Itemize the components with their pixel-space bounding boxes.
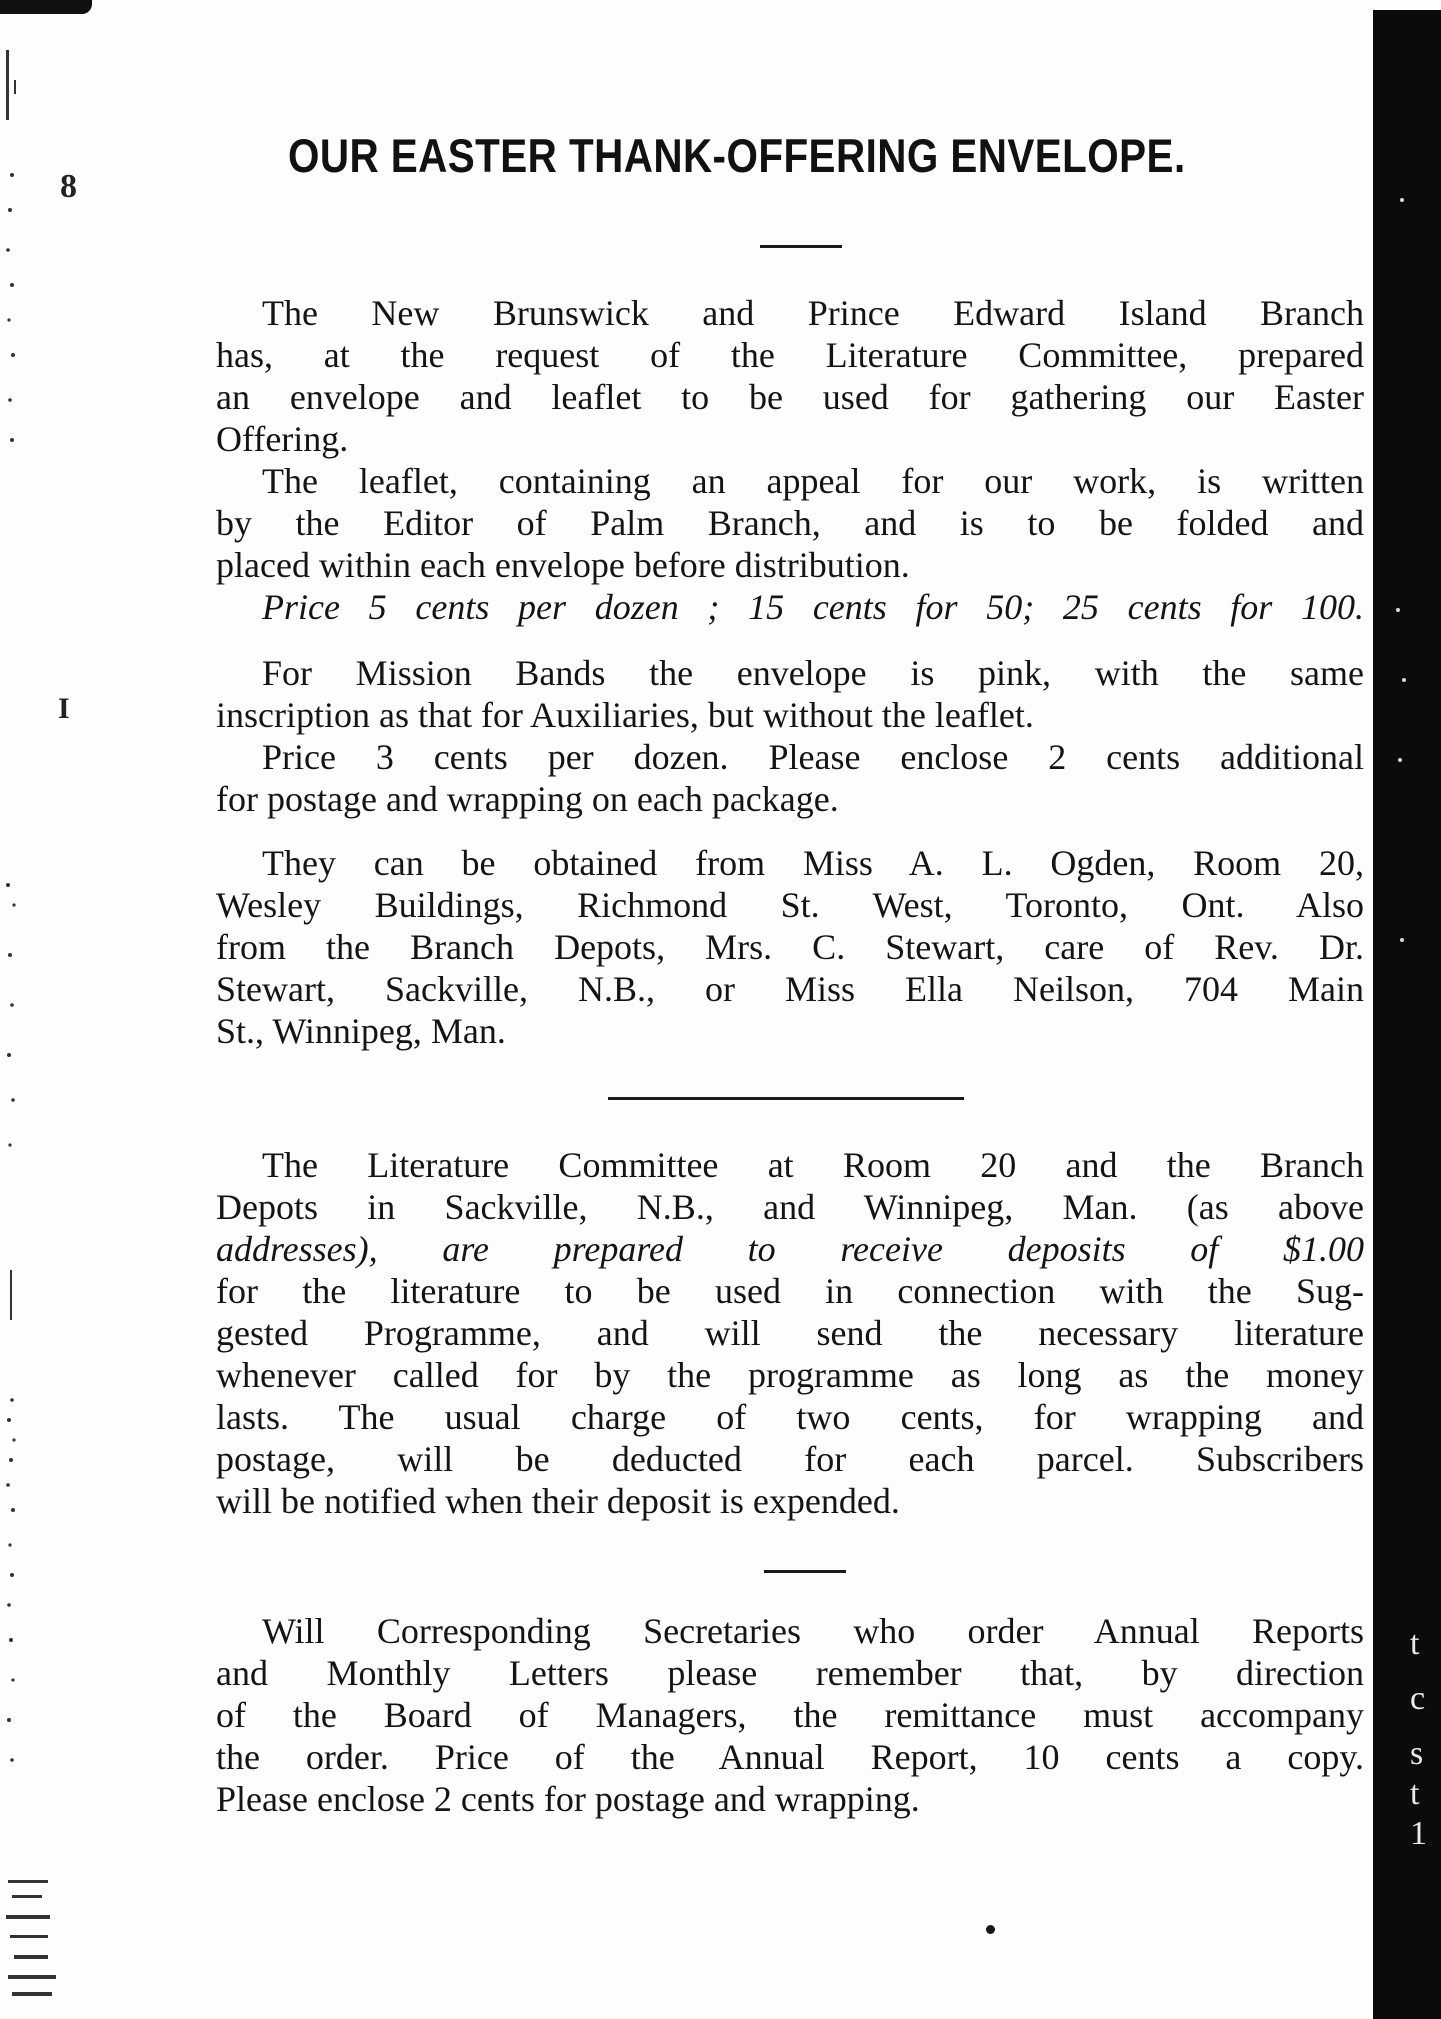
paragraph-2 [216, 460, 1364, 628]
edge-letter: t [1410, 1775, 1420, 1812]
text-line: for the literature to be used in connection with the Sug- [216, 1271, 1364, 1311]
text-line: Wesley Buildings, Richmond St. West, Toronto, Ont. Also [216, 885, 1364, 925]
text-line: Stewart, Sackville, N.B., or Miss Ella Neilson, 704 Main [216, 969, 1364, 1009]
text-line: Depots in Sackville, N.B., and Winnipeg, Man. (as above [216, 1187, 1364, 1227]
edge-letter: c [1410, 1680, 1426, 1717]
paragraph-5 [216, 1144, 1364, 1522]
short-rule [760, 245, 842, 248]
paragraph-1 [216, 292, 1364, 460]
text-line: The leaflet, containing an appeal for our work, is written [262, 461, 1364, 501]
text-line: For Mission Bands the envelope is pink, with the same [262, 653, 1364, 693]
margin-mark-mid: I [58, 692, 70, 725]
text-line: Will Corresponding Secretaries who order Annual Reports [262, 1611, 1364, 1651]
left-margin-specks [0, 0, 100, 2019]
ink-dot [986, 1925, 995, 1934]
text-line: will be notified when their deposit is expended. [216, 1481, 900, 1521]
text-line: gested Programme, and will send the necessary literature [216, 1313, 1364, 1353]
text-line: from the Branch Depots, Mrs. C. Stewart, care of Rev. Dr. [216, 927, 1364, 967]
edge-letter: 1 [1410, 1815, 1427, 1852]
text-line: by the Editor of Palm Branch, and is to be folded and [216, 503, 1364, 543]
paragraph-4 [216, 842, 1364, 1052]
margin-mark-top: 8 [60, 168, 77, 205]
text-line: St., Winnipeg, Man. [216, 1011, 506, 1051]
text-line: lasts. The usual charge of two cents, for wrapping and [216, 1397, 1364, 1437]
edge-letter: t [1410, 1625, 1420, 1662]
paragraph-3 [216, 652, 1364, 820]
text-line: inscription as that for Auxiliaries, but without the leaflet. [216, 695, 1034, 735]
text-line: and Monthly Letters please remember that, by direction [216, 1653, 1364, 1693]
text-line: for postage and wrapping on each package. [216, 779, 839, 819]
article-title: OUR EASTER THANK-OFFERING ENVELOPE. [288, 129, 1186, 182]
text-line: an envelope and leaflet to be used for gathering our Easter [216, 377, 1364, 417]
text-line: the order. Price of the Annual Report, 10 cents a copy. [216, 1737, 1364, 1777]
text-line: whenever called for by the programme as long as the money [216, 1355, 1364, 1395]
text-line: They can be obtained from Miss A. L. Ogden, Room 20, [262, 843, 1364, 883]
text-line: Offering. [216, 419, 349, 459]
edge-letter: s [1410, 1735, 1424, 1772]
text-line: Price 3 cents per dozen. Please enclose 2 cents additional [262, 737, 1364, 777]
price-line: Price 5 cents per dozen ; 15 cents for 50; 25 cents for 100. [262, 587, 1364, 627]
text-line: The Literature Committee at Room 20 and the Branch [262, 1145, 1364, 1185]
text-line: addresses), are prepared to receive deposits of $1.00 [216, 1229, 1364, 1269]
text-line: of the Board of Managers, the remittance must accompany [216, 1695, 1364, 1735]
paragraph-6 [216, 1610, 1364, 1820]
text-line: postage, will be deducted for each parcel. Subscribers [216, 1439, 1364, 1479]
text-line: Please enclose 2 cents for postage and wrapping. [216, 1779, 920, 1819]
text-line: placed within each envelope before distribution. [216, 545, 910, 585]
long-rule [608, 1097, 964, 1100]
short-rule [764, 1570, 846, 1573]
text-line: The New Brunswick and Prince Edward Island Branch [262, 293, 1364, 333]
text-line: has, at the request of the Literature Committee, prepared [216, 335, 1364, 375]
